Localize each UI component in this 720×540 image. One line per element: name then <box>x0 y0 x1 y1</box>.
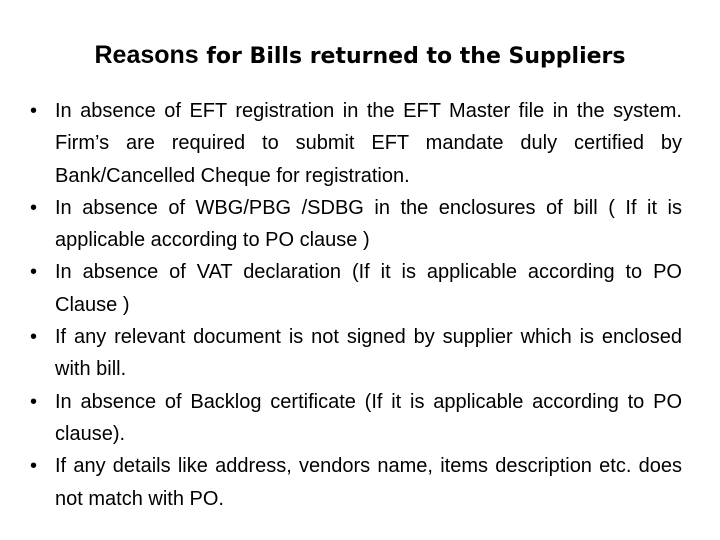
bullet-glyph: • <box>30 455 38 478</box>
bullet-text: If any details like address, vendors name, items description etc. does not match with PO. <box>55 455 682 510</box>
bullet-glyph: • <box>30 261 38 284</box>
bullet-text: In absence of VAT declaration (If it is applicable according to PO Clause ) <box>55 261 682 316</box>
bullet-text: In absence of WBG/PBG /SDBG in the enclosures of bill ( If it is applicable according to PO clause ) <box>55 196 682 252</box>
bullet-glyph: • <box>30 326 38 349</box>
bullet-glyph: • <box>30 100 38 122</box>
bullet-text: If any relevant document is not signed by supplier which is enclosed with bill. <box>55 326 682 381</box>
bullet-item <box>30 95 682 192</box>
bullet-list <box>30 95 682 515</box>
title-first-word: Reasons <box>94 41 199 69</box>
title-rest: for Bills returned to the Suppliers <box>198 44 626 69</box>
bullet-item <box>30 386 682 451</box>
bullet-text: In absence of Backlog certificate (If it is applicable according to PO clause). <box>55 390 682 445</box>
bullet-text: In absence of EFT registration in the EFT Master file in the system. Firm’s are required to submit EFT mandate duly certified by Bank/Cancelled Cheque for registration. <box>55 100 682 187</box>
bullet-item <box>30 192 682 257</box>
slide-title <box>0 38 720 74</box>
bullet-item <box>30 256 682 321</box>
bullet-item <box>30 450 682 515</box>
bullet-glyph: • <box>30 196 38 219</box>
bullet-item <box>30 321 682 386</box>
bullet-glyph: • <box>30 390 38 413</box>
